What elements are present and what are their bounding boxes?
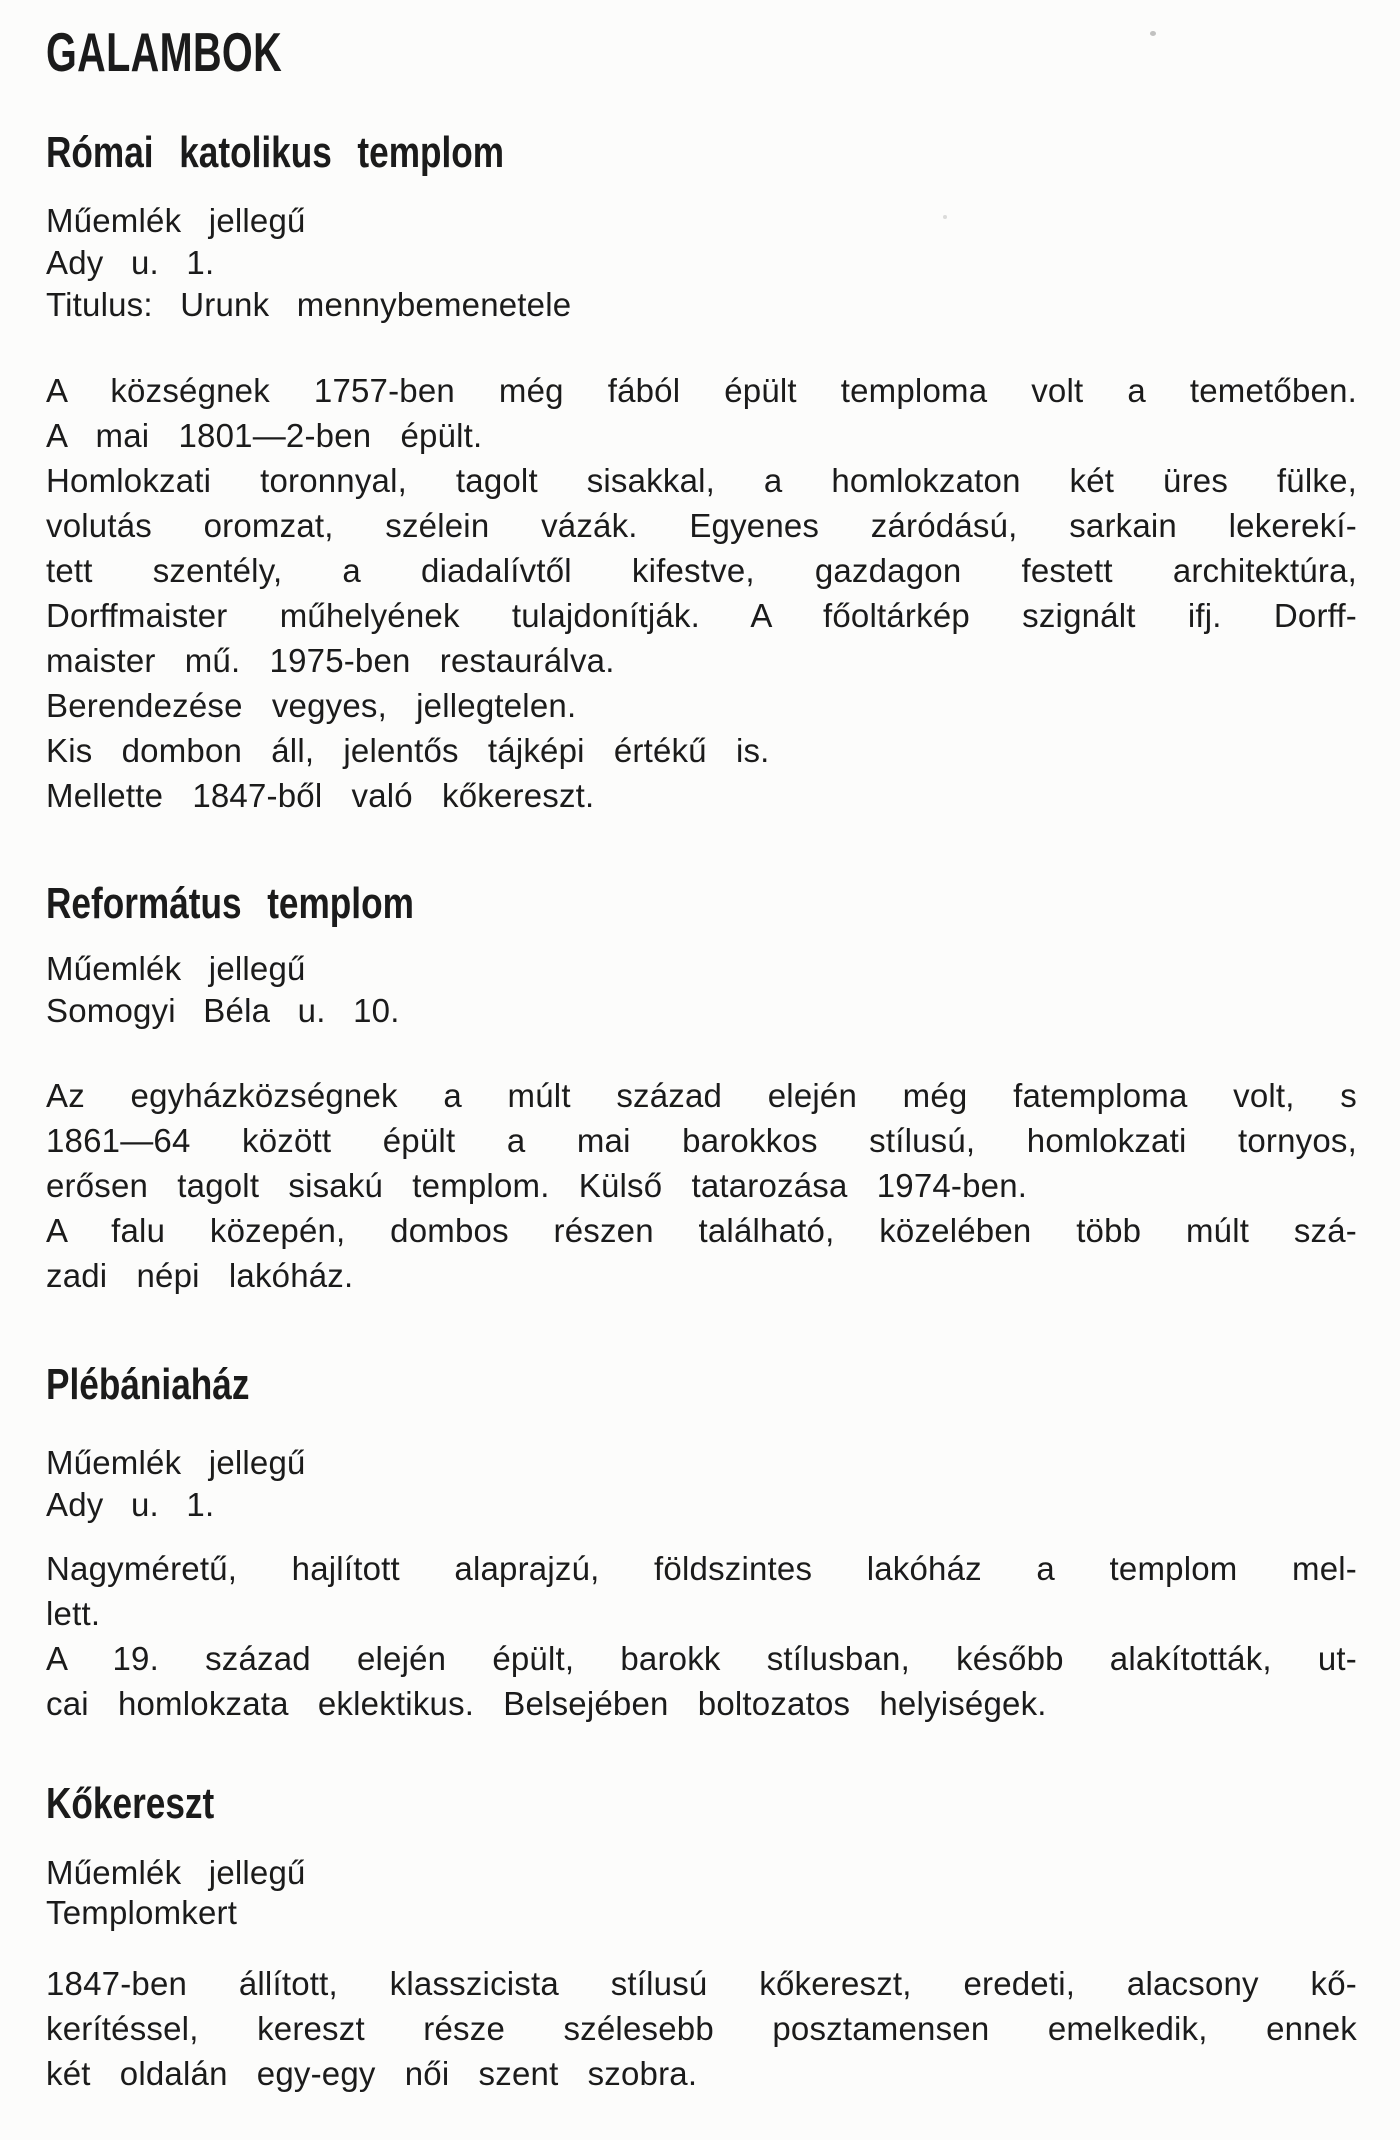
meta-line: Titulus: Urunk mennybemenetele — [46, 286, 572, 323]
body-line: két oldalán egy-egy női szent szobra. — [46, 2055, 698, 2092]
scan-speck — [1150, 31, 1156, 36]
meta-line: Templomkert — [46, 1894, 238, 1931]
body-line: Mellette 1847-ből való kőkereszt. — [46, 777, 595, 814]
body-line: tett szentély, a diadalívtől kifestve, gazdagon festett architektúra, — [46, 552, 1357, 589]
section-heading-plebaniahaz: Plébániaház — [46, 1360, 250, 1409]
body-line: Homlokzati toronnyal, tagolt sisakkal, a homlokzaton két üres fülke, — [46, 462, 1357, 499]
body-line: Berendezése vegyes, jellegtelen. — [46, 687, 577, 724]
body-line: A falu közepén, dombos részen található, közelében több múlt szá- — [46, 1212, 1357, 1249]
body-line: erősen tagolt sisakú templom. Külső tatarozása 1974-ben. — [46, 1167, 1028, 1204]
meta-line: Műemlék jellegű — [46, 202, 306, 239]
scan-speck — [943, 215, 947, 219]
meta-line: Ady u. 1. — [46, 1486, 215, 1523]
body-line: Dorffmaister műhelyének tulajdonítják. A főoltárkép szignált ifj. Dorff- — [46, 597, 1357, 634]
body-line: Kis dombon áll, jelentős tájképi értékű is. — [46, 732, 770, 769]
body-line: maister mű. 1975-ben restaurálva. — [46, 642, 615, 679]
meta-line: Ady u. 1. — [46, 244, 215, 281]
body-line: Nagyméretű, hajlított alaprajzú, földszintes lakóház a templom mel- — [46, 1550, 1357, 1587]
page-title: GALAMBOK — [46, 21, 283, 83]
body-line: cai homlokzata eklektikus. Belsejében boltozatos helyiségek. — [46, 1685, 1047, 1722]
body-line: A mai 1801—2-ben épült. — [46, 417, 483, 454]
section-heading-romai-katolikus-templom: Római katolikus templom — [46, 128, 505, 177]
body-line: 1861—64 között épült a mai barokkos stílusú, homlokzati tornyos, — [46, 1122, 1357, 1159]
body-line: kerítéssel, kereszt része szélesebb posztamensen emelkedik, ennek — [46, 2010, 1357, 2047]
content-column — [46, 0, 1357, 2140]
body-line: lett. — [46, 1595, 101, 1632]
section-heading-reformatus-templom: Református templom — [46, 879, 414, 928]
body-line: zadi népi lakóház. — [46, 1257, 354, 1294]
meta-line: Somogyi Béla u. 10. — [46, 992, 400, 1029]
meta-line: Műemlék jellegű — [46, 1444, 306, 1481]
section-heading-kokereszt: Kőkereszt — [46, 1779, 215, 1828]
body-line: A községnek 1757-ben még fából épült temploma volt a temetőben. — [46, 372, 1357, 409]
meta-line: Műemlék jellegű — [46, 950, 306, 987]
meta-line: Műemlék jellegű — [46, 1854, 306, 1891]
body-line: A 19. század elején épült, barokk stílusban, később alakították, ut- — [46, 1640, 1357, 1677]
body-line: volutás oromzat, szélein vázák. Egyenes záródású, sarkain lekerekí- — [46, 507, 1357, 544]
body-line: Az egyházközségnek a múlt század elején még fatemploma volt, s — [46, 1077, 1357, 1114]
body-line: 1847-ben állított, klasszicista stílusú kőkereszt, eredeti, alacsony kő- — [46, 1965, 1357, 2002]
